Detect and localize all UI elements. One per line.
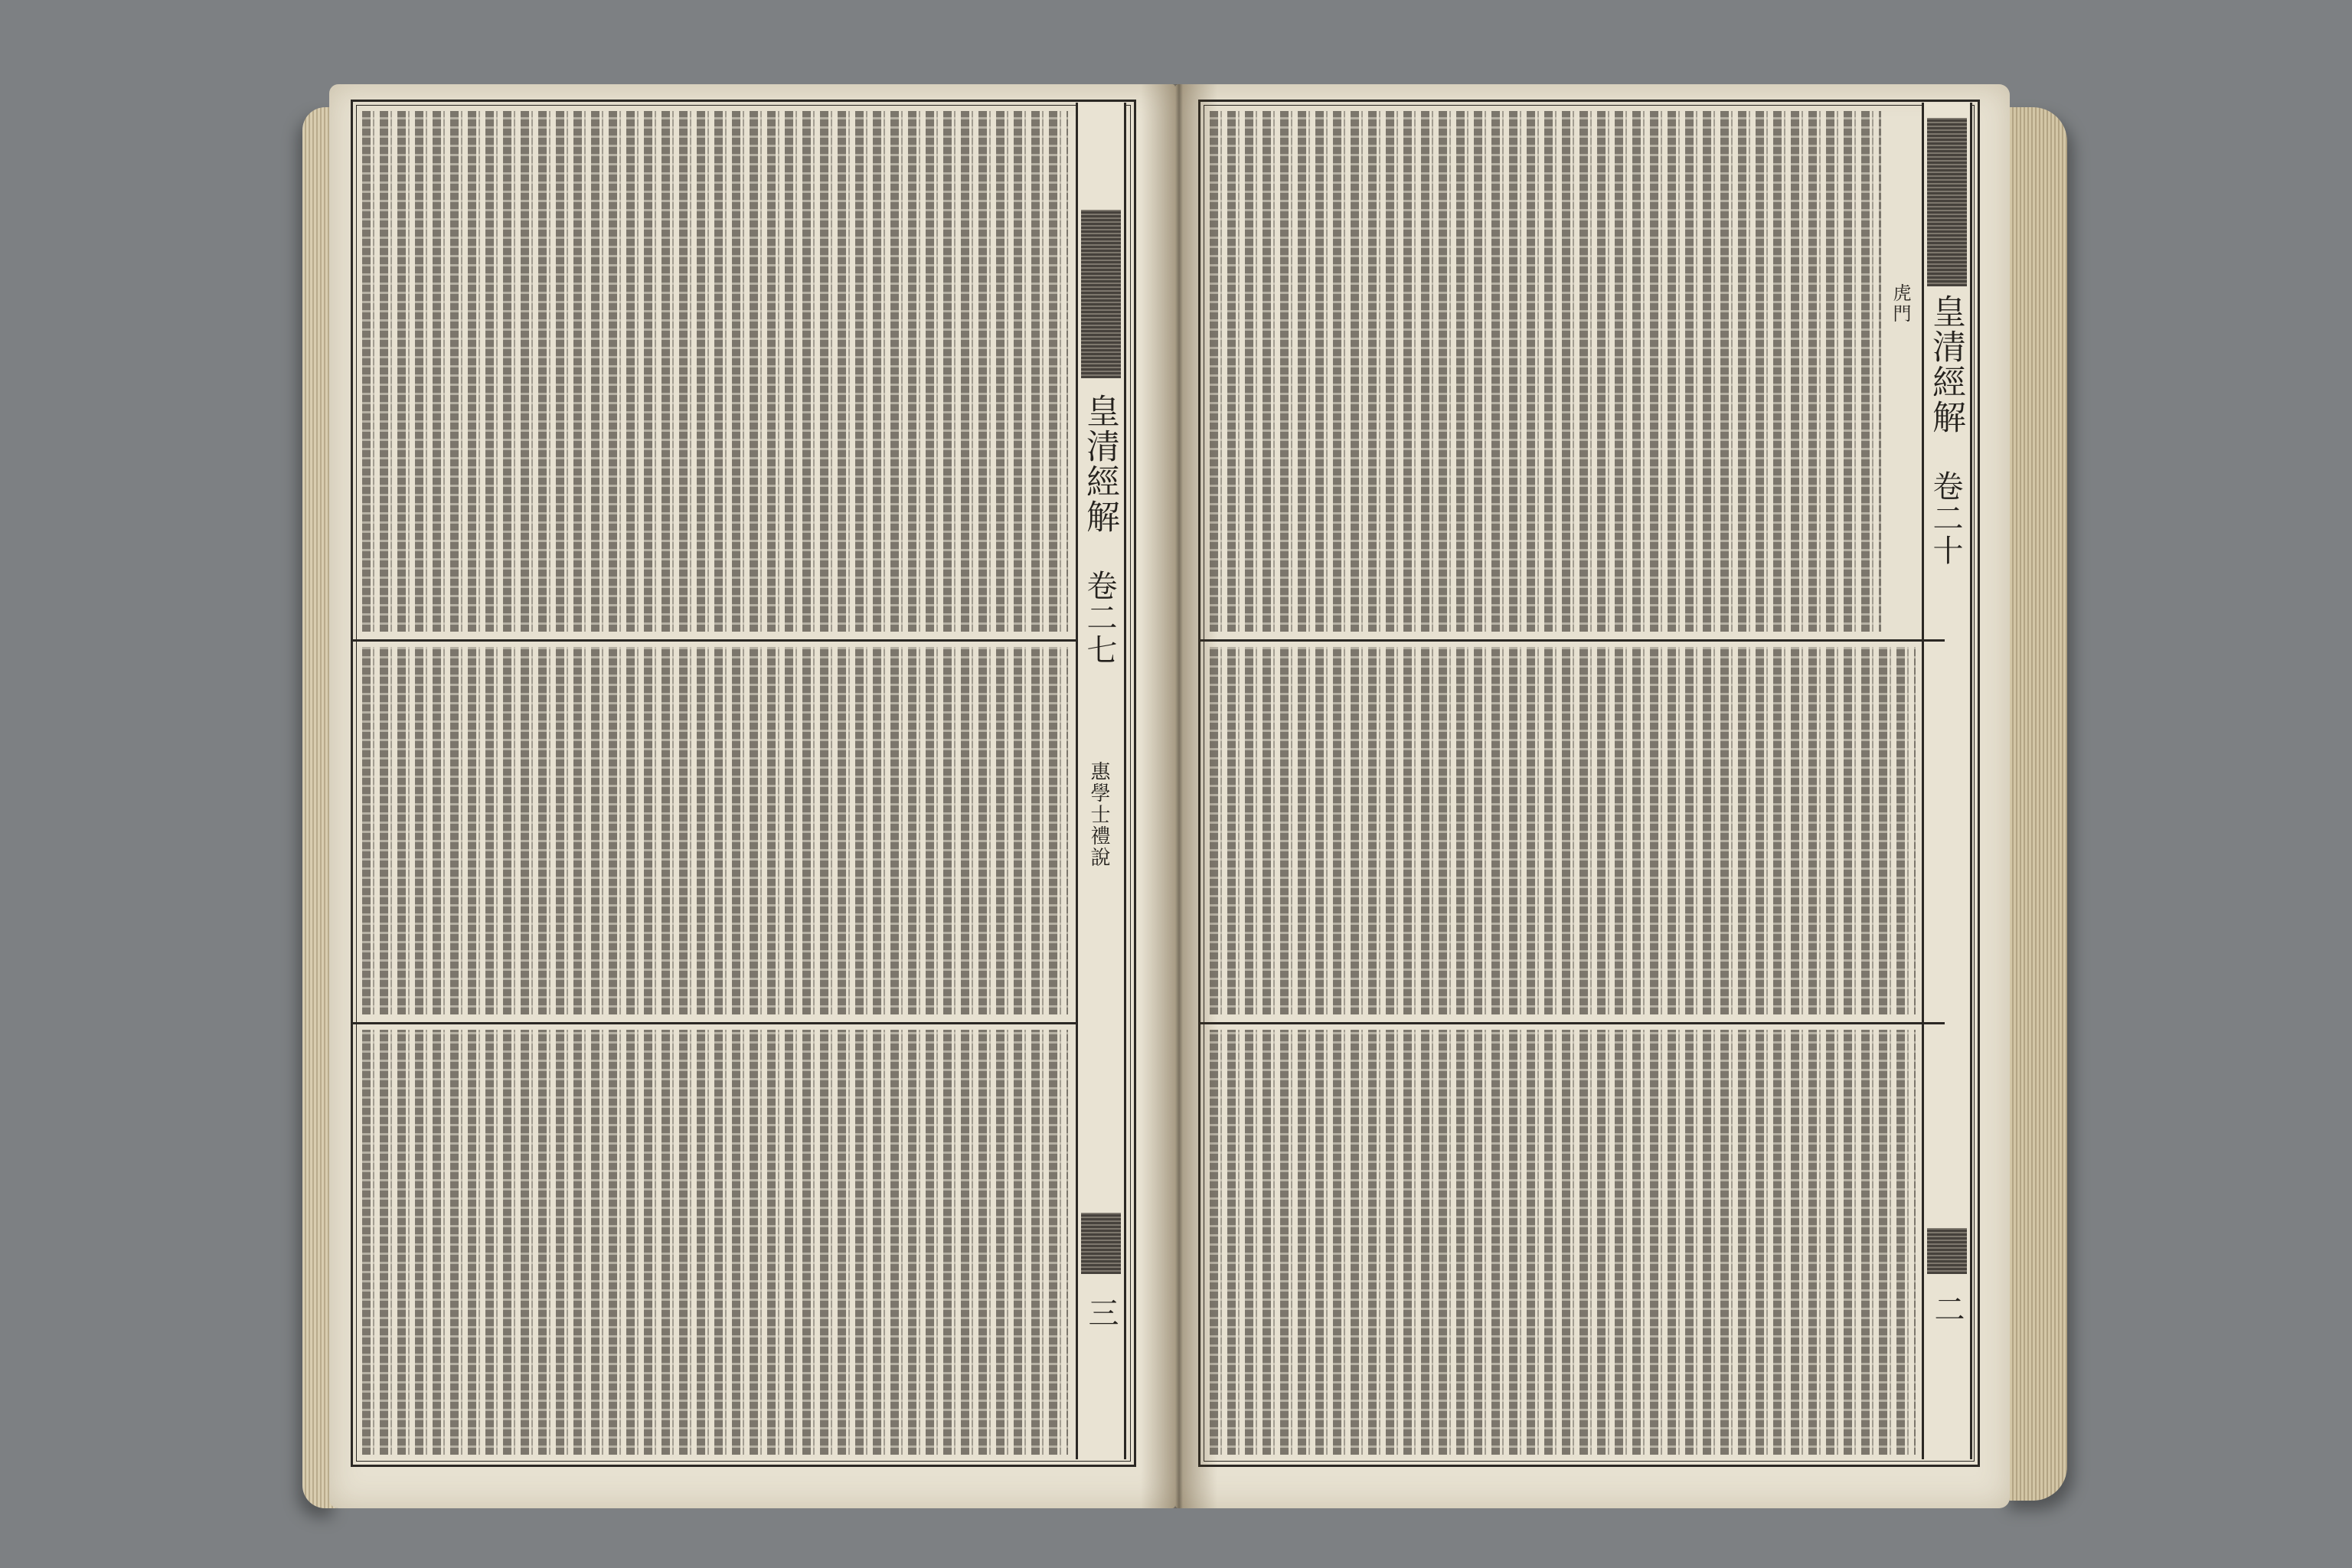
right-text-block-bottom	[1207, 1030, 1916, 1455]
right-side-column	[1922, 103, 1972, 1459]
right-band-divider-1	[1198, 639, 1945, 642]
left-side-column	[1076, 103, 1126, 1459]
left-text-block-bottom	[360, 1030, 1068, 1455]
right-text-block-top	[1207, 111, 1881, 632]
right-text-block-middle	[1207, 647, 1916, 1014]
left-page-number: 三	[1083, 1297, 1119, 1329]
left-page	[329, 84, 1175, 1508]
left-text-block-middle	[360, 647, 1068, 1014]
right-band-divider-2	[1198, 1022, 1945, 1024]
left-volume-label: 卷二七	[1082, 570, 1117, 666]
right-page	[1175, 84, 2010, 1508]
right-volume-label: 卷二十	[1928, 470, 1963, 567]
left-band-divider-1	[351, 639, 1076, 642]
right-section-heading: 虎門	[1890, 283, 1911, 325]
right-footer-smudge	[1927, 1228, 1967, 1274]
book-page-edges-right	[2002, 107, 2067, 1501]
left-side-note: 惠學士禮說	[1087, 761, 1110, 868]
right-running-title: 皇清經解	[1926, 294, 1965, 435]
left-footer-smudge	[1081, 1213, 1121, 1274]
right-page-number: 二	[1929, 1293, 1965, 1325]
left-header-smudge	[1081, 210, 1121, 378]
left-text-block-top	[360, 111, 1068, 632]
left-running-title: 皇清經解	[1080, 394, 1119, 534]
left-band-divider-2	[351, 1022, 1076, 1024]
right-header-smudge	[1927, 118, 1967, 286]
